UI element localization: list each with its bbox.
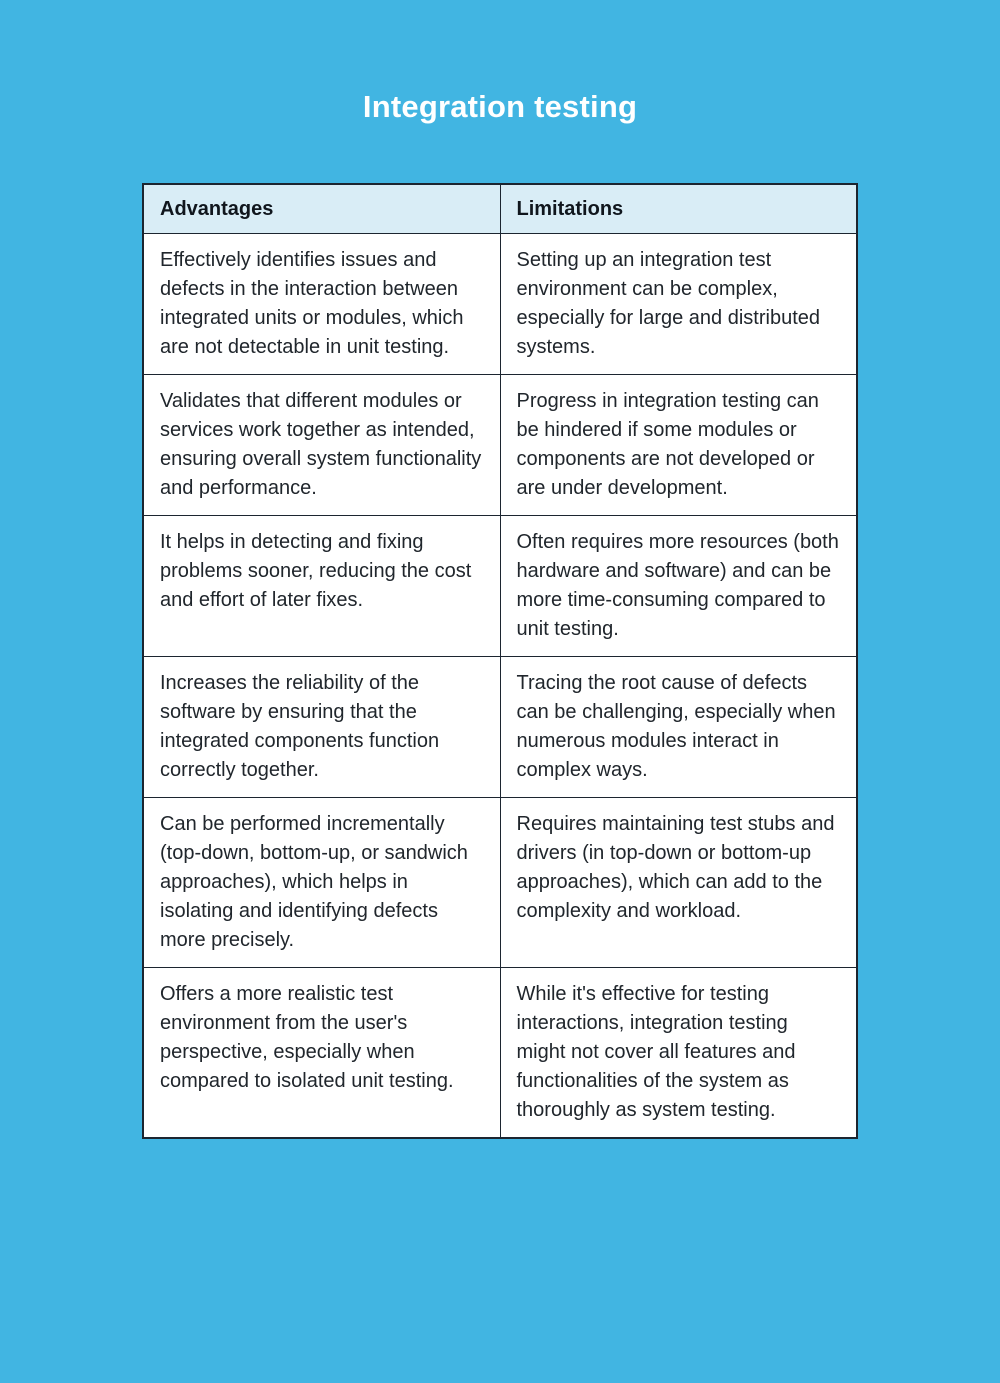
table-cell-advantage: It helps in detecting and fixing problems sooner, reducing the cost and effort of later fixes. <box>143 516 500 657</box>
table-row <box>143 234 857 375</box>
comparison-table <box>142 183 858 1139</box>
table-row <box>143 516 857 657</box>
table-header-row <box>143 184 857 234</box>
table-cell-advantage: Can be performed incrementally (top-down, bottom-up, or sandwich approaches), which helps in isolating and identifying defects more precisely. <box>143 798 500 968</box>
page-title: Integration testing <box>362 89 638 124</box>
table-row <box>143 375 857 516</box>
table-cell-limitation: Setting up an integration test environment can be complex, especially for large and distributed systems. <box>500 234 857 375</box>
header-advantages: Advantages <box>143 184 500 234</box>
table-cell-advantage: Increases the reliability of the software by ensuring that the integrated components function correctly together. <box>143 657 500 798</box>
table-cell-advantage: Effectively identifies issues and defects in the interaction between integrated units or modules, which are not detectable in unit testing. <box>143 234 500 375</box>
table-cell-limitation: Tracing the root cause of defects can be challenging, especially when numerous modules interact in complex ways. <box>500 657 857 798</box>
table-cell-limitation: Progress in integration testing can be hindered if some modules or components are not developed or are under development. <box>500 375 857 516</box>
table-row <box>143 798 857 968</box>
table-cell-advantage: Offers a more realistic test environment from the user's perspective, especially when compared to isolated unit testing. <box>143 968 500 1139</box>
table-cell-limitation: While it's effective for testing interactions, integration testing might not cover all features and functionalities of the system as thoroughly as system testing. <box>500 968 857 1139</box>
table-cell-limitation: Requires maintaining test stubs and drivers (in top-down or bottom-up approaches), which can add to the complexity and workload. <box>500 798 857 968</box>
table-row <box>143 968 857 1139</box>
table-cell-limitation: Often requires more resources (both hardware and software) and can be more time-consuming compared to unit testing. <box>500 516 857 657</box>
header-limitations: Limitations <box>500 184 857 234</box>
table-row <box>143 657 857 798</box>
table-cell-advantage: Validates that different modules or services work together as intended, ensuring overall system functionality and performance. <box>143 375 500 516</box>
